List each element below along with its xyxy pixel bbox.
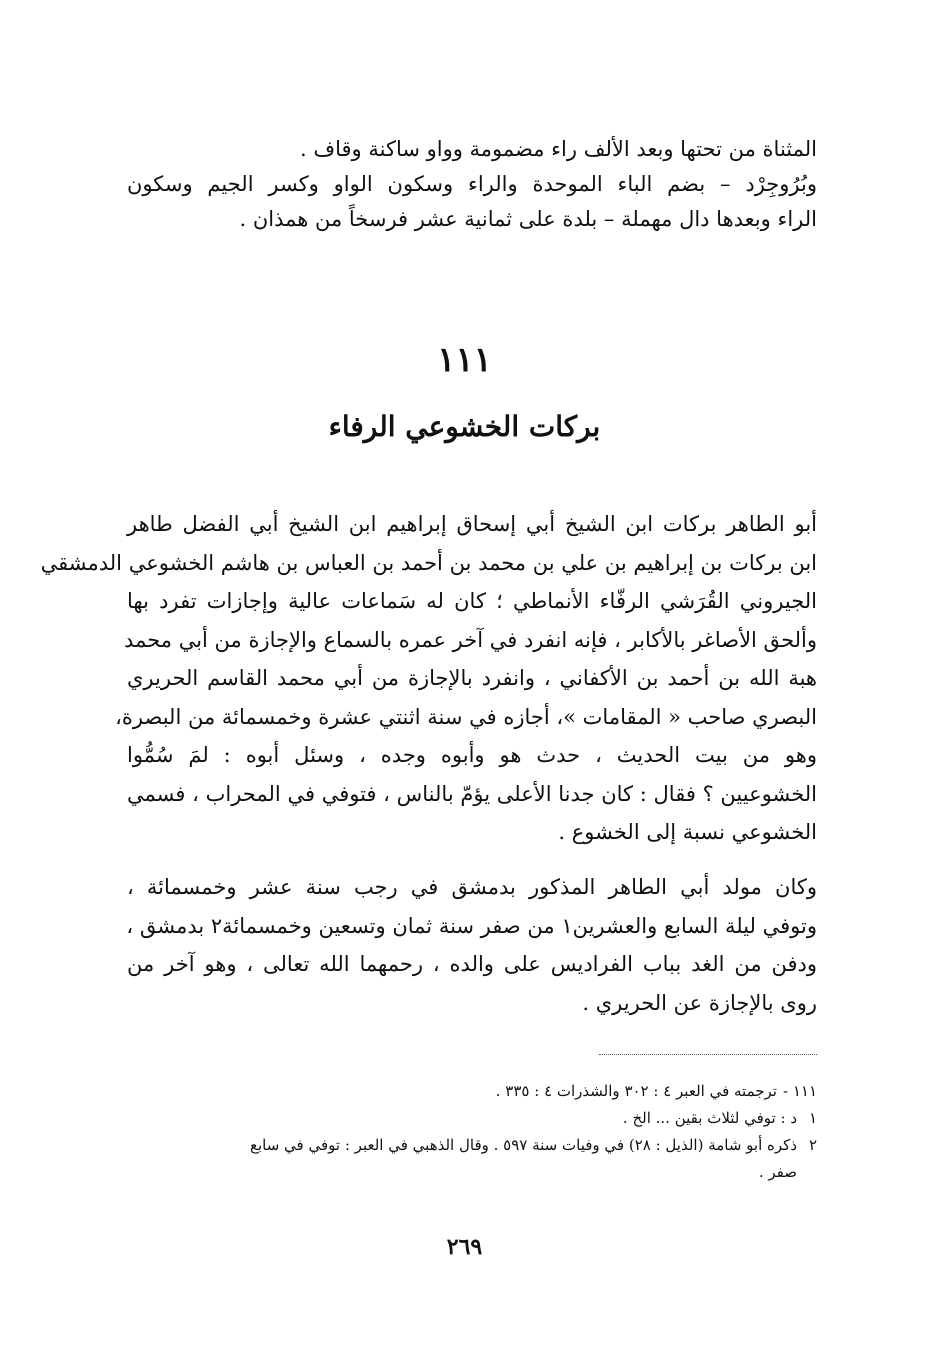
footnote-number: ١: [808, 1109, 817, 1127]
text-line: الراء وبعدها دال مهملة – بلدة على ثمانية عشر فرسخاً من همذان .: [239, 207, 817, 231]
text-line: الخشوعي نسبة إلى الخشوع .: [558, 820, 817, 844]
text-line: أبو الطاهر بركات ابن الشيخ أبي إسحاق إبراهيم ابن الشيخ أبي الفضل طاهر: [127, 512, 817, 536]
footnote-text: ترجمته في العبر ٤ : ٣٠٢ والشذرات ٤ : ٣٣٥ .: [495, 1082, 777, 1100]
text-line: روى بالإجازة عن الحريري .: [582, 990, 817, 1015]
text-line: وهو من بيت الحديث ، حدث هو وأبوه وجده ، وسئل أبوه : لمَ سُمُّوا: [127, 743, 817, 767]
text-line: هبة الله بن أحمد بن الأكفاني ، وانفرد بالإجازة من أبي محمد القاسم الحريري: [127, 666, 817, 690]
text-line: وكان مولد أبي الطاهر المذكور بدمشق في رجب سنة عشر وخمسمائة ،: [127, 875, 817, 899]
body-paragraph-1: [40, 505, 817, 852]
footnote-continuation: صفر .: [758, 1163, 797, 1181]
footnotes: [127, 1078, 817, 1186]
text-line: البصري صاحب « المقامات »، أجازه في سنة اثنتي عشرة وخمسمائة من البصرة،: [115, 704, 817, 729]
footnote-text: ذكره أبو شامة (الذيل : ٢٨) في وفيات سنة ٥٩٧ . وقال الذهبي في العبر : توفي في سابع: [249, 1136, 797, 1154]
text-line: المثناة من تحتها وبعد الألف راء مضمومة وواو ساكنة وقاف .: [299, 137, 817, 161]
continued-text: [127, 132, 817, 237]
footnote-number: ١١١ -: [782, 1082, 817, 1100]
text-line: ابن بركات بن إبراهيم بن علي بن محمد بن أحمد بن العباس بن هاشم الخشوعي الدمشقي: [40, 550, 817, 575]
footnote-text: د : توفي لثلاث بقين ... الخ .: [622, 1109, 797, 1127]
body-paragraph-2: [127, 868, 817, 1022]
text-line: وبُرُوجِرْد – بضم الباء الموحدة والراء وسكون الواو وكسر الجيم وسكون: [127, 172, 817, 196]
text-line: الخشوعيين ؟ فقال : كان جدنا الأعلى يؤمّ بالناس ، فتوفي في المحراب ، فسمي: [127, 781, 817, 806]
footnote: [127, 1105, 817, 1132]
footnote: [127, 1132, 817, 1159]
text-line: ودفن من الغد بباب الفراديس على والده ، رحمهما الله تعالى ، وهو آخر من: [127, 952, 817, 976]
text-line: وألحق الأصاغر بالأكابر ، فإنه انفرد في آخر عمره بالسماع والإجازة من أبي محمد: [124, 627, 817, 652]
page-number: ٢٦٩: [446, 1234, 483, 1260]
footnote: [127, 1078, 817, 1105]
entry-title: بركات الخشوعي الرفاء: [328, 410, 601, 443]
footnote-number: ٢: [808, 1136, 817, 1154]
text-line: الجيروني القُرَشي الرفّاء الأنماطي ؛ كان له سَماعات عالية وإجازات تفرد بها: [127, 589, 817, 613]
entry-number: ١١١: [437, 340, 492, 380]
footnote-divider: [599, 1054, 817, 1055]
text-line: وتوفي ليلة السابع والعشرين١ من صفر سنة ثمان وتسعين وخمسمائة٢ بدمشق ،: [126, 913, 817, 938]
